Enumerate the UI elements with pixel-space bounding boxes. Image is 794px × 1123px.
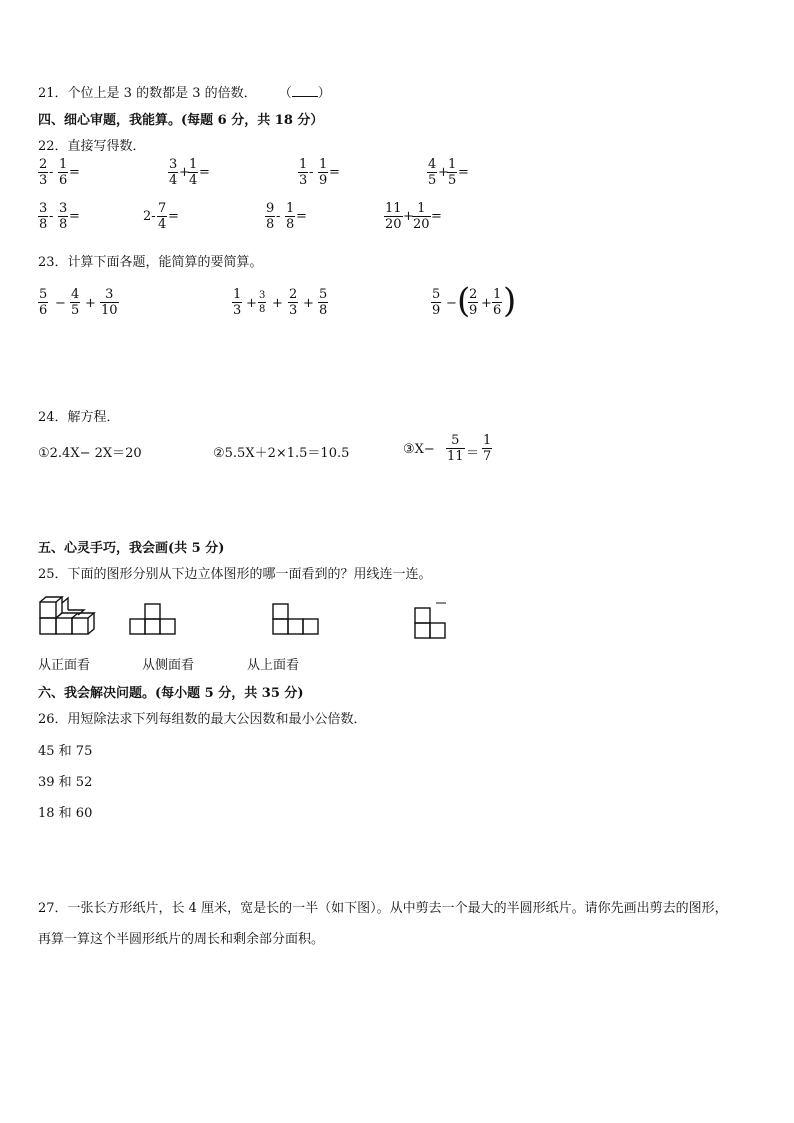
view-figure-3 xyxy=(414,602,448,642)
q27-line-1: 27．一张长方形纸片，长 4 厘米，宽是长的一半（如下图）。从中剪去一个最大的半圆形纸片。请你先画出剪去的图形， xyxy=(38,901,728,916)
answer-space[interactable] xyxy=(467,163,497,179)
q23-title: 23．计算下面各题，能简算的要简算。 xyxy=(38,255,263,270)
answer-blank[interactable] xyxy=(292,86,318,97)
q27-line-2: 再算一算这个半圆形纸片的周长和剩余部分面积。 xyxy=(38,932,325,947)
equals-sign: = xyxy=(199,165,210,180)
fraction: 1 6 xyxy=(59,157,68,188)
fraction: 3 8 xyxy=(39,201,48,232)
lead-term: 2- xyxy=(143,209,156,224)
operator: − xyxy=(55,296,66,311)
q24-title: 24．解方程． xyxy=(38,410,120,425)
fraction: 1 3 xyxy=(299,157,308,188)
operator: + xyxy=(85,296,96,311)
equation-3-lead: ③X− xyxy=(403,442,435,457)
operator: + xyxy=(272,296,283,311)
answer-space[interactable] xyxy=(440,207,470,223)
label-side-view: 从侧面看 xyxy=(142,658,195,673)
fraction: 1 20 xyxy=(413,201,430,232)
fraction: 1 7 xyxy=(483,433,492,464)
fraction: 4 5 xyxy=(428,157,437,188)
equation-1: ①2.4X− 2X＝20 xyxy=(38,446,142,461)
operator: + xyxy=(481,296,492,311)
fraction: 3 8 xyxy=(259,290,266,315)
answer-space[interactable] xyxy=(177,207,207,223)
fraction: 1 8 xyxy=(286,201,295,232)
q22-title: 22．直接写得数． xyxy=(38,139,146,154)
view-figure-2 xyxy=(272,602,320,638)
number-pair-1: 45 和 75 xyxy=(38,744,93,759)
operator: − xyxy=(446,296,457,311)
operator: - xyxy=(276,209,281,224)
view-figure-1 xyxy=(129,602,177,638)
equation-2: ②5.5X＋2×1.5＝10.5 xyxy=(213,446,350,461)
equals-sign: = xyxy=(329,165,340,180)
fraction: 2 3 xyxy=(289,287,298,318)
q26-title: 26．用短除法求下列每组数的最大公因数和最小公倍数． xyxy=(38,712,367,727)
right-paren: ) xyxy=(503,281,517,321)
operator: - xyxy=(49,165,54,180)
section-4-title: 四、细心审题，我能算。(每题 6 分，共 18 分） xyxy=(38,113,324,128)
question-21 xyxy=(38,82,331,101)
fraction: 9 8 xyxy=(266,201,275,232)
answer-space[interactable] xyxy=(78,163,108,179)
answer-space[interactable] xyxy=(305,207,335,223)
equals-sign: ＝ xyxy=(466,446,480,461)
label-top-view: 从上面看 xyxy=(247,658,300,673)
fraction: 7 4 xyxy=(158,201,167,232)
fraction: 11 20 xyxy=(385,201,402,232)
fraction: 2 3 xyxy=(39,157,48,188)
fraction: 1 6 xyxy=(493,287,502,318)
fraction: 5 11 xyxy=(447,433,464,464)
equals-sign: = xyxy=(296,209,307,224)
operator: + xyxy=(403,209,414,224)
fraction: 3 10 xyxy=(101,287,118,318)
fraction: 2 9 xyxy=(469,287,478,318)
section-6-title: 六、我会解决问题。(每小题 5 分，共 35 分) xyxy=(38,686,304,701)
fraction: 5 8 xyxy=(319,287,328,318)
fraction: 3 8 xyxy=(59,201,68,232)
equals-sign: = xyxy=(168,209,179,224)
number-pair-3: 18 和 60 xyxy=(38,806,93,821)
label-front-view: 从正面看 xyxy=(38,658,91,673)
operator: + xyxy=(246,296,257,311)
q21-text: 21．个位上是 3 的数都是 3 的倍数． xyxy=(38,86,257,101)
equals-sign: = xyxy=(69,209,80,224)
answer-space[interactable] xyxy=(78,207,108,223)
equals-sign: = xyxy=(458,165,469,180)
fraction: 1 5 xyxy=(448,157,457,188)
fraction: 4 5 xyxy=(71,287,80,318)
operator: + xyxy=(303,296,314,311)
fraction: 1 9 xyxy=(319,157,328,188)
solid-figure-3d xyxy=(38,596,100,638)
fraction: 1 3 xyxy=(233,287,242,318)
operator: + xyxy=(179,165,190,180)
fraction: 1 4 xyxy=(189,157,198,188)
answer-space[interactable] xyxy=(338,163,368,179)
q25-title: 25．下面的图形分别从下边立体图形的哪一面看到的？用线连一连。 xyxy=(38,567,432,582)
fraction: 5 9 xyxy=(432,287,441,318)
operator: + xyxy=(438,165,449,180)
section-5-title: 五、心灵手巧，我会画(共 5 分) xyxy=(38,541,225,556)
equals-sign: = xyxy=(69,165,80,180)
equals-sign: = xyxy=(431,209,442,224)
q21-paren-open: （ xyxy=(278,86,292,101)
fraction: 5 6 xyxy=(39,287,48,318)
left-paren: ( xyxy=(457,281,471,321)
number-pair-2: 39 和 52 xyxy=(38,775,93,790)
fraction: 3 4 xyxy=(169,157,178,188)
operator: - xyxy=(49,209,54,224)
q21-paren-close: ） xyxy=(317,86,331,101)
answer-space[interactable] xyxy=(208,163,238,179)
operator: - xyxy=(309,165,314,180)
